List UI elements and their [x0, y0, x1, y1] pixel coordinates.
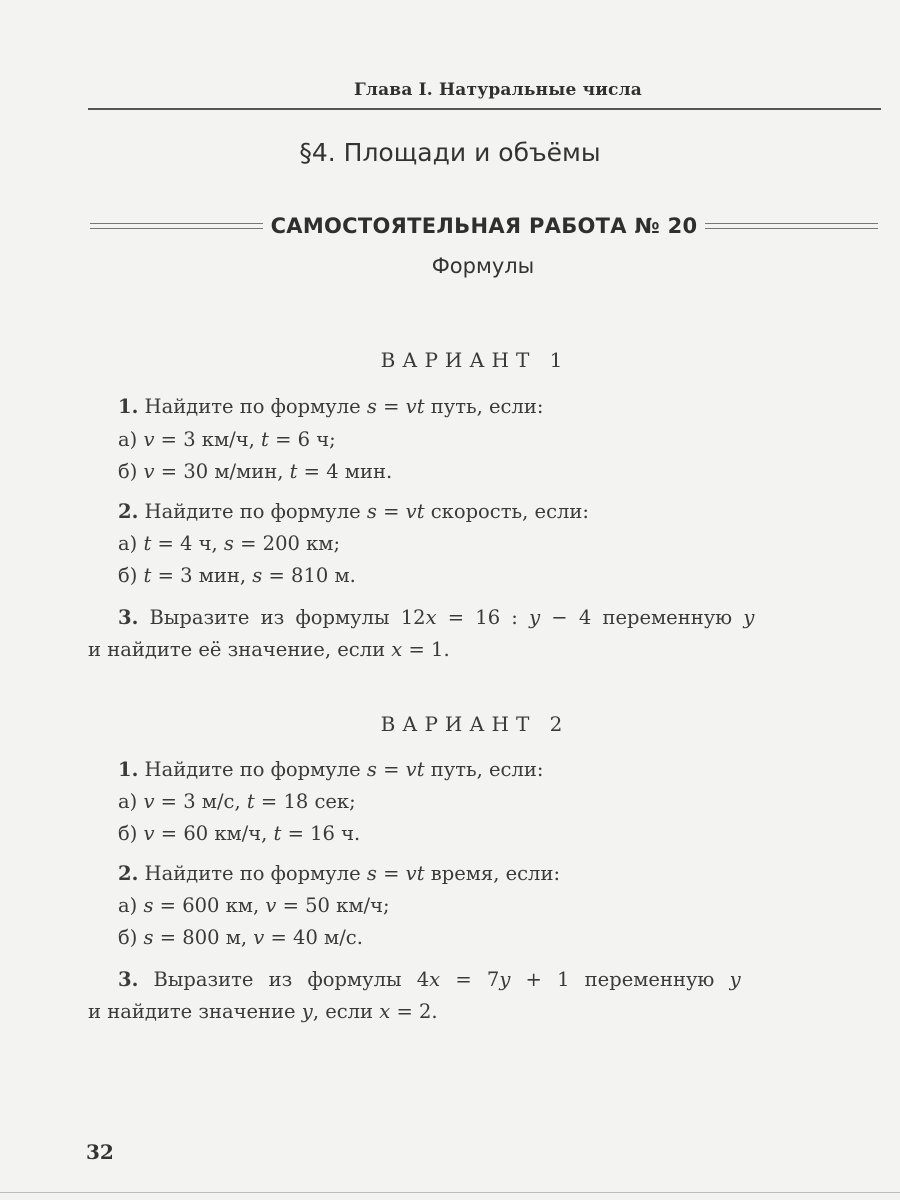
- v1-task1-b: б) v = 30 м/мин, t = 4 мин.: [118, 460, 393, 483]
- work-title: САМОСТОЯТЕЛЬНАЯ РАБОТА № 20: [270, 214, 698, 238]
- v1-task1-a: а) v = 3 км/ч, t = 6 ч;: [118, 428, 336, 451]
- variant-1-heading: ВАРИАНТ 1: [380, 348, 570, 372]
- work-subtitle: Формулы: [431, 254, 535, 278]
- v1-task3-line2: и найдите её значение, если x = 1.: [88, 638, 450, 661]
- running-head: Глава I. Натуральные числа: [353, 80, 642, 100]
- v2-task2-question: 2. Найдите по формуле s = vt время, если:: [118, 862, 561, 885]
- v2-task3-line2: и найдите значение y, если x = 2.: [88, 1000, 438, 1023]
- v2-task1-a: а) v = 3 м/с, t = 18 сек;: [118, 790, 356, 813]
- section-title: §4. Площади и объёмы: [299, 138, 601, 167]
- page-number: 32: [86, 1140, 114, 1164]
- v2-task2-b: б) s = 800 м, v = 40 м/с.: [118, 926, 363, 949]
- v2-task2-a: а) s = 600 км, v = 50 км/ч;: [118, 894, 390, 917]
- v1-task2-a: а) t = 4 ч, s = 200 км;: [118, 532, 341, 555]
- work-title-row: [90, 208, 878, 244]
- v1-task1-question: 1. Найдите по формуле s = vt путь, если:: [118, 395, 544, 418]
- left-double-rule: [90, 223, 263, 229]
- v1-task2-b: б) t = 3 мин, s = 810 м.: [118, 564, 356, 587]
- v1-task3-line1: 3. Выразите из формулы 12x = 16 : y − 4 переменную y: [118, 606, 755, 629]
- v2-task1-b: б) v = 60 км/ч, t = 16 ч.: [118, 822, 361, 845]
- v1-task2-question: 2. Найдите по формуле s = vt скорость, если:: [118, 500, 589, 523]
- variant-2-heading: ВАРИАНТ 2: [380, 712, 570, 736]
- right-double-rule: [705, 223, 878, 229]
- header-rule: [88, 108, 881, 110]
- v2-task3-line1: 3. Выразите из формулы 4x = 7y + 1 переменную y: [118, 968, 741, 991]
- page-bottom-edge: [0, 1192, 900, 1193]
- v2-task1-question: 1. Найдите по формуле s = vt путь, если:: [118, 758, 544, 781]
